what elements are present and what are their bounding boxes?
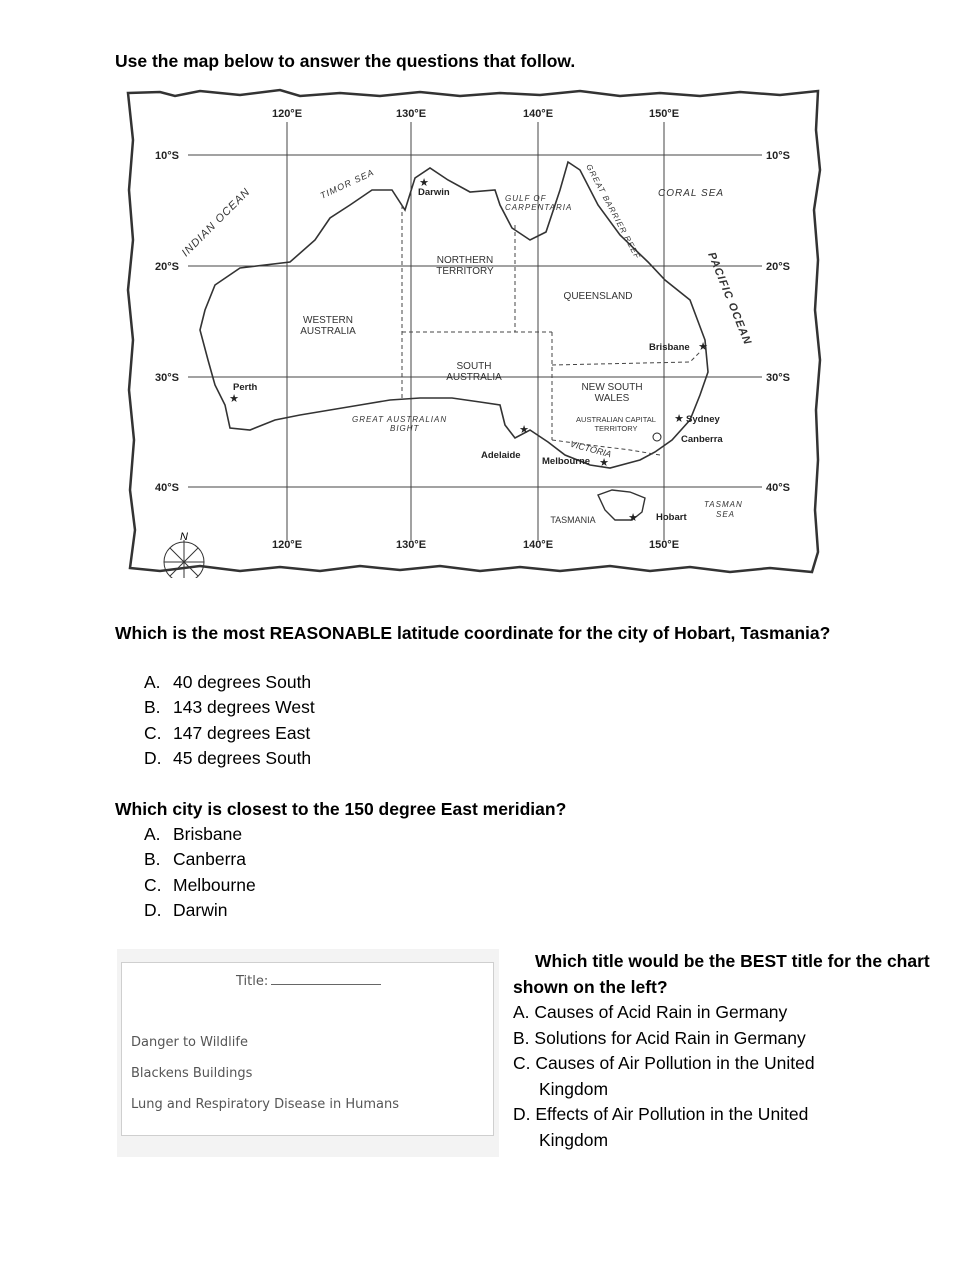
label-act: AUSTRALIAN CAPITAL <box>576 415 656 424</box>
city-star-icon: ★ <box>674 413 684 425</box>
city-adelaide: Adelaide <box>481 450 521 461</box>
city-darwin: Darwin <box>418 187 450 198</box>
question1-text: Which is the most REASONABLE latitude coordinate for the city of Hobart, Tasmania? <box>115 623 831 643</box>
city-star-icon: ★ <box>599 457 609 469</box>
label-queensland: QUEENSLAND <box>563 291 633 302</box>
lon-label-top: 140°E <box>522 108 554 120</box>
q3-option-a[interactable]: A. Causes of Acid Rain in Germany <box>513 1002 788 1022</box>
lat-label-left: 10°S <box>155 150 179 162</box>
label-south-australia: SOUTH <box>456 361 492 372</box>
label-nsw: NEW SOUTH <box>581 382 643 393</box>
lon-label-bottom: 120°E <box>271 539 303 551</box>
chart-item: Danger to Wildlife <box>131 1035 248 1050</box>
question2-text: Which city is closest to the 150 degree East meridian? <box>115 799 567 819</box>
australia-map <box>122 84 822 578</box>
lon-label-top: 150°E <box>648 108 680 120</box>
chart-item: Lung and Respiratory Disease in Humans <box>131 1097 399 1112</box>
label-coral-sea: CORAL SEA <box>658 188 725 199</box>
lat-label-right: 10°S <box>766 150 790 162</box>
label-western-australia: WESTERN <box>303 315 353 326</box>
q2-option-c[interactable]: C. Melbourne <box>144 874 256 895</box>
label-northern-territory: TERRITORY <box>436 266 494 277</box>
label-tasman-sea: SEA <box>716 510 736 519</box>
city-star-icon: ★ <box>628 512 638 524</box>
city-melbourne: Melbourne <box>542 456 591 467</box>
compass-letter: N <box>180 531 188 543</box>
label-victoria: VICTORIA <box>569 438 613 460</box>
label-timor-sea: TIMOR SEA <box>318 167 376 201</box>
q3-option-d-cont: Kingdom <box>539 1129 609 1150</box>
lat-label-left: 40°S <box>155 482 179 494</box>
city-perth: Perth <box>233 382 258 393</box>
city-brisbane: Brisbane <box>649 342 690 353</box>
lat-label-right: 20°S <box>766 261 790 273</box>
label-western-australia: AUSTRALIA <box>300 326 356 337</box>
lon-label-bottom: 150°E <box>648 539 680 551</box>
label-great-australian-bight: BIGHT <box>390 424 420 433</box>
label-tasmania: TASMANIA <box>550 515 596 525</box>
lat-label-right: 30°S <box>766 372 790 384</box>
city-star-icon: ★ <box>419 177 429 189</box>
city-canberra: Canberra <box>681 434 723 445</box>
q2-option-b[interactable]: B. Canberra <box>144 849 246 870</box>
label-gulf: CARPENTARIA <box>505 203 573 212</box>
city-star-icon: ★ <box>519 424 529 436</box>
lat-label-left: 20°S <box>155 261 179 273</box>
lat-label-right: 40°S <box>766 482 790 494</box>
lat-label-left: 30°S <box>155 372 179 384</box>
chart-title: Title: <box>236 973 381 989</box>
instructions: Use the map below to answer the questions that follow. <box>115 51 576 71</box>
q3-option-d[interactable]: D. Effects of Air Pollution in the United <box>513 1104 809 1124</box>
chart-item: Blackens Buildings <box>131 1066 253 1081</box>
label-pacific-ocean: PACIFIC OCEAN <box>705 250 754 347</box>
city-hobart: Hobart <box>656 512 687 523</box>
q1-option-b[interactable]: B. 143 degrees West <box>144 697 315 718</box>
city-sydney: Sydney <box>686 414 720 425</box>
q2-option-d[interactable]: D. Darwin <box>144 899 228 920</box>
q2-option-a[interactable]: A. Brisbane <box>144 824 243 844</box>
question1-options <box>144 670 315 771</box>
q3-option-c-cont: Kingdom <box>539 1078 609 1099</box>
label-northern-territory: NORTHERN <box>436 255 494 266</box>
question3-text: Which title would be the BEST title for the chart shown on the left? <box>513 951 930 997</box>
city-star-icon: ★ <box>698 341 708 353</box>
label-indian-ocean: INDIAN OCEAN <box>179 185 253 260</box>
lon-label-bottom: 140°E <box>522 539 554 551</box>
label-great-australian-bight: GREAT AUSTRALIAN <box>352 415 448 424</box>
q1-option-c[interactable]: C. 147 degrees East <box>144 722 311 743</box>
lon-label-top: 120°E <box>271 108 303 120</box>
city-star-icon: ★ <box>229 393 239 405</box>
q3-option-c[interactable]: C. Causes of Air Pollution in the United <box>513 1053 815 1073</box>
q1-option-a[interactable]: A. 40 degrees South <box>144 672 312 692</box>
lon-label-bottom: 130°E <box>395 539 427 551</box>
q3-option-b[interactable]: B. Solutions for Acid Rain in Germany <box>513 1027 806 1048</box>
chart-box <box>121 962 494 1136</box>
label-south-australia: AUSTRALIA <box>446 372 502 383</box>
question2-options <box>144 822 256 923</box>
label-nsw: WALES <box>594 393 630 404</box>
question3 <box>513 949 963 1153</box>
q1-option-d[interactable]: D. 45 degrees South <box>144 747 312 768</box>
title-blank-line <box>271 973 381 985</box>
label-act: TERRITORY <box>594 424 638 433</box>
label-great-barrier-reef: GREAT BARRIER REEF <box>584 162 643 261</box>
lon-label-top: 130°E <box>395 108 427 120</box>
label-tasman-sea: TASMAN <box>704 500 743 509</box>
label-gulf: GULF OF <box>505 194 547 203</box>
